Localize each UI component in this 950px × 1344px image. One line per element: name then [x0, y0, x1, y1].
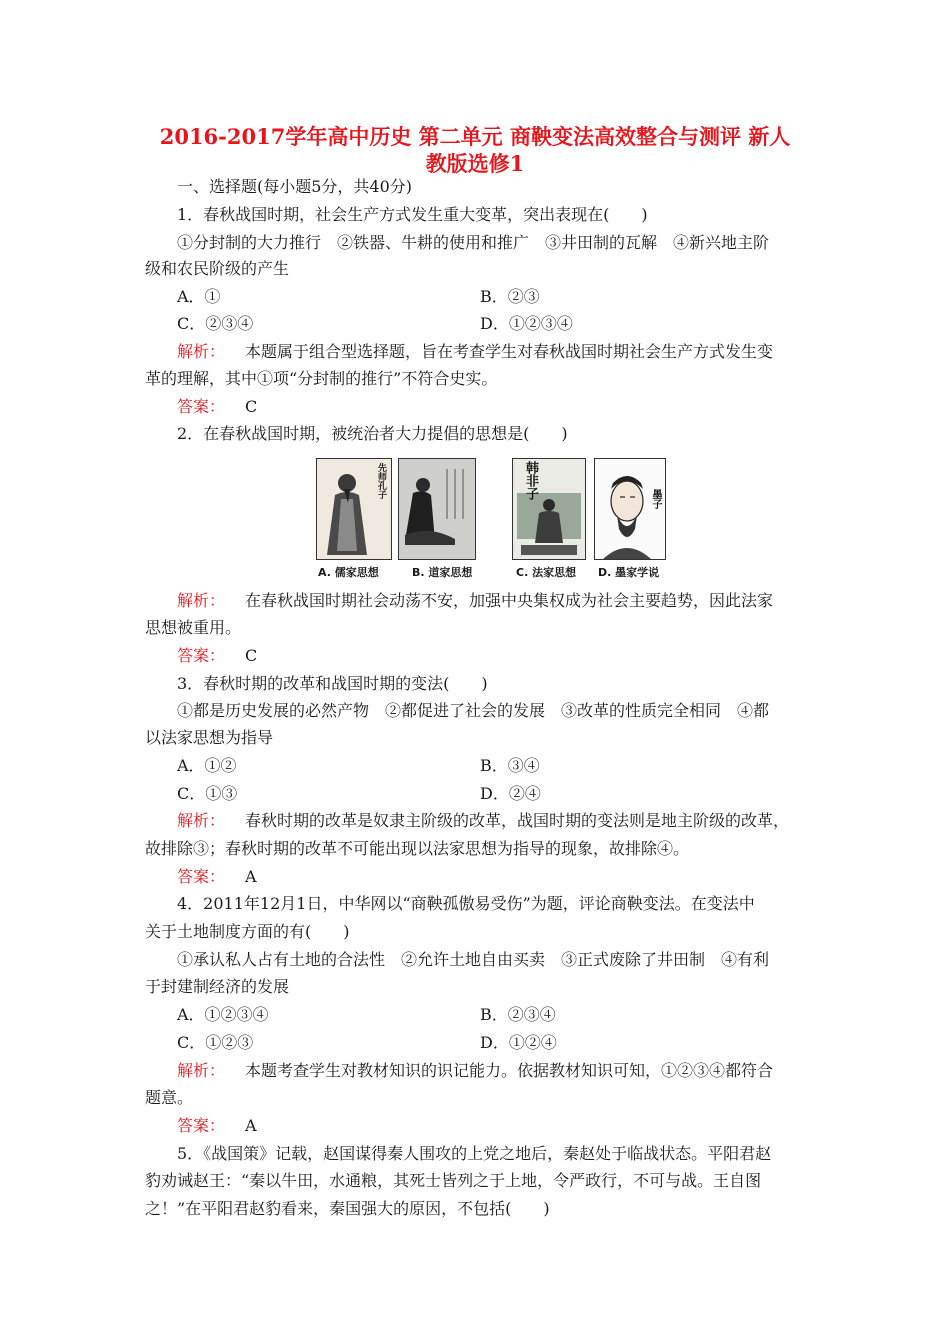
q1-option-d: D．①②③④	[480, 314, 573, 333]
figure-d-inscription: 墨子	[650, 489, 661, 509]
figure-a-inscription: 先师孔子	[376, 463, 386, 499]
q3-option-b: B．③④	[480, 756, 540, 775]
q1-stem: 1．春秋战国时期，社会生产方式发生重大变革，突出表现在( )	[177, 205, 648, 224]
q2-analysis-label: 解析：	[177, 591, 226, 610]
q4-option-a: A．①②③④	[177, 1005, 269, 1024]
q2-answer: C	[245, 646, 258, 665]
q3-items-line-2: 以法家思想为指导	[145, 728, 274, 747]
q1-answer: C	[245, 397, 258, 416]
q2-analysis-line-1: 在春秋战国时期社会动荡不安，加强中央集权成为社会主要趋势，因此法家	[245, 591, 774, 610]
q3-option-d: D．②④	[480, 784, 541, 803]
q3-analysis-line-1: 春秋时期的改革是奴隶主阶级的改革，战国时期的变法则是地主阶级的改革，	[245, 811, 790, 830]
section-heading: 一、选择题(每小题5分，共40分)	[177, 177, 413, 196]
q2-answer-label: 答案：	[177, 646, 226, 665]
figure-d-caption: D. 墨家学说	[598, 566, 660, 579]
figure-c-caption: C. 法家思想	[516, 566, 577, 579]
q1-option-c: C．②③④	[177, 314, 254, 333]
q3-option-c: C．①③	[177, 784, 238, 803]
q1-answer-label: 答案：	[177, 397, 226, 416]
figure-mozi	[594, 458, 666, 560]
figure-hanfeizi	[512, 458, 586, 560]
q1-items-line-2: 级和农民阶级的产生	[145, 259, 290, 278]
q1-analysis-line-1: 本题属于组合型选择题，旨在考查学生对春秋战国时期社会生产方式发生变	[245, 342, 774, 361]
q2-stem: 2．在春秋战国时期，被统治者大力提倡的思想是( )	[177, 424, 568, 443]
figure-laozi	[398, 458, 476, 560]
figure-a-caption: A. 儒家思想	[318, 566, 379, 579]
q3-analysis-line-2: 故排除③；春秋时期的改革不可能出现以法家思想为指导的现象，故排除④。	[145, 839, 690, 858]
q1-option-a: A．①	[177, 287, 221, 306]
q3-answer-label: 答案：	[177, 867, 226, 886]
q4-analysis-line-1: 本题考查学生对教材知识的识记能力。依据教材知识可知，①②③④都符合	[245, 1061, 774, 1080]
q3-stem: 3．春秋时期的改革和战国时期的变法( )	[177, 674, 488, 693]
q4-answer: A	[245, 1116, 257, 1135]
q5-stem-line-3: 之！”在平阳君赵豹看来，秦国强大的原因，不包括( )	[145, 1199, 550, 1218]
laozi-portrait-icon	[399, 459, 475, 559]
q4-items-line-2: 于封建制经济的发展	[145, 977, 290, 996]
document-title-line-2: 教版选修1	[425, 151, 525, 176]
q1-items-line-1: ①分封制的大力推行 ②铁器、牛耕的使用和推广 ③井田制的瓦解 ④新兴地主阶	[177, 233, 770, 252]
figure-confucius	[316, 458, 392, 560]
q2-figures	[316, 458, 676, 582]
q4-answer-label: 答案：	[177, 1116, 226, 1135]
q5-stem-line-1: 5．《战国策》记载，赵国谋得秦人围攻的上党之地后，秦赵处于临战状态。平阳君赵	[177, 1144, 772, 1163]
q1-analysis-label: 解析：	[177, 342, 226, 361]
document-title-line-1: 2016-2017学年高中历史 第二单元 商鞅变法高效整合与测评 新人	[159, 124, 791, 149]
q4-analysis-label: 解析：	[177, 1061, 226, 1080]
q4-stem-line-1: 4．2011年12月1日，中华网以“商鞅孤傲易受伤”为题，评论商鞅变法。在变法中	[177, 894, 755, 913]
q4-option-d: D．①②④	[480, 1033, 557, 1052]
figure-b-caption: B. 道家思想	[412, 566, 473, 579]
q4-analysis-line-2: 题意。	[145, 1088, 194, 1107]
q4-stem-line-2: 关于土地制度方面的有( )	[145, 922, 350, 941]
q1-option-b: B．②③	[480, 287, 540, 306]
mozi-portrait-icon	[595, 459, 665, 559]
q2-analysis-line-2: 思想被重用。	[145, 618, 242, 637]
q5-stem-line-2: 豹劝诫赵王：“秦以牛田，水通粮，其死士皆列之于上地，令严政行，不可与战。王自图	[145, 1171, 762, 1190]
figure-c-inscription: 韩非子	[523, 461, 538, 500]
q4-option-b: B．②③④	[480, 1005, 556, 1024]
q1-analysis-line-2: 革的理解，其中①项“分封制的推行”不符合史实。	[145, 369, 498, 388]
q3-option-a: A．①②	[177, 756, 237, 775]
q3-analysis-label: 解析：	[177, 811, 226, 830]
q3-items-line-1: ①都是历史发展的必然产物 ②都促进了社会的发展 ③改革的性质完全相同 ④都	[177, 701, 770, 720]
q4-items-line-1: ①承认私人占有土地的合法性 ②允许土地自由买卖 ③正式废除了井田制 ④有利	[177, 950, 770, 969]
q3-answer: A	[245, 867, 257, 886]
q4-option-c: C．①②③	[177, 1033, 254, 1052]
